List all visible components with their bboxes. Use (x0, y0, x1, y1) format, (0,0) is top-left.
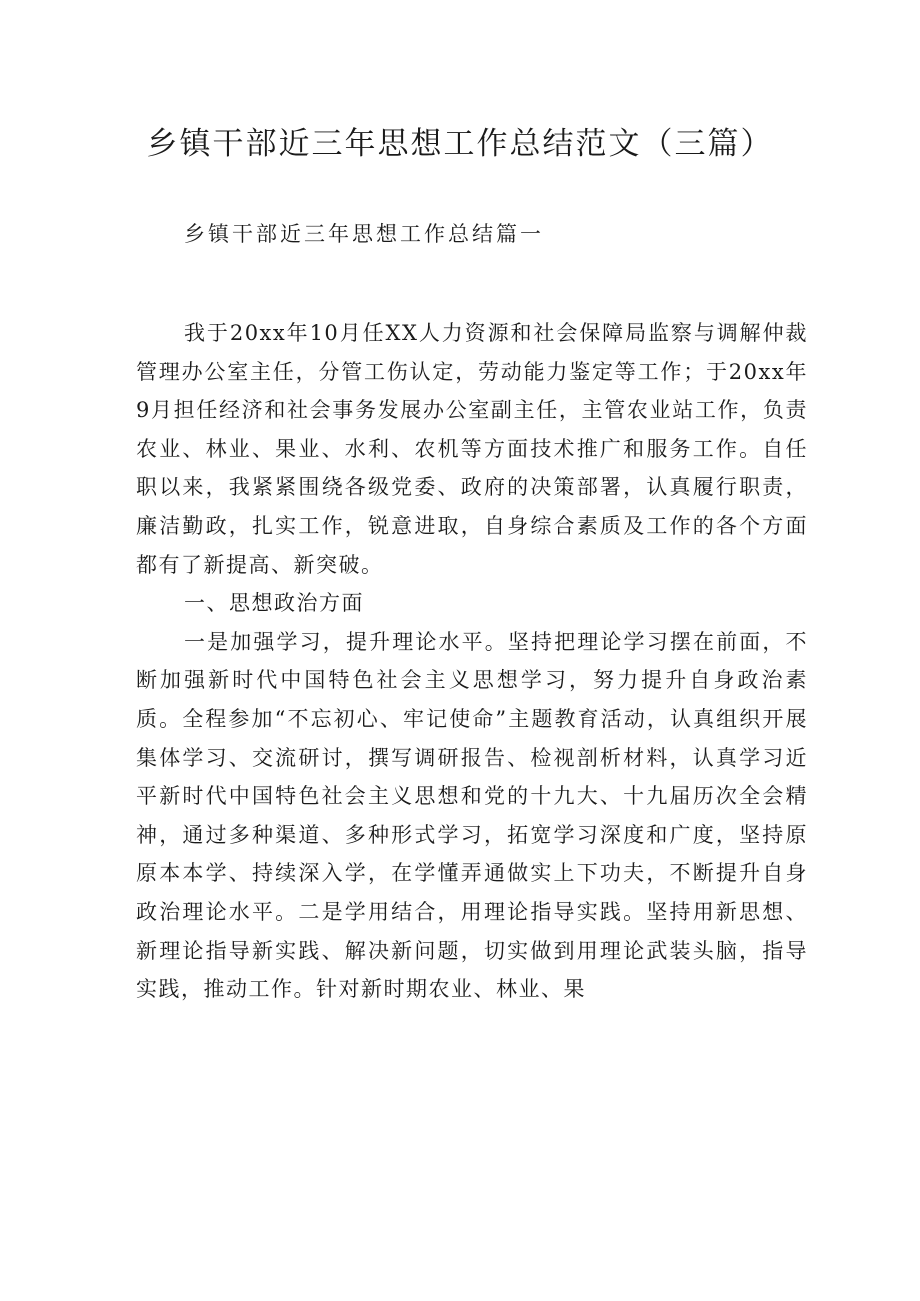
paragraph-intro: 我于20xx年10月任XX人力资源和社会保障局监察与调解仲裁管理办公室主任，分管工伤认定，劳动能力鉴定等工作；于20xx年9月担任经济和社会事务发展办公室副主任，主管农业站工作，负责农业、林业、果业、水利、农机等方面技术推广和服务工作。自任职以来，我紧紧围绕各级党委、政府的决策部署，认真履行职责，廉洁勤政，扎实工作，锐意进取，自身综合素质及工作的各个方面都有了新提高、新突破。 (136, 321, 808, 577)
section-heading-ideology: 一、思想政治方面 (184, 591, 364, 616)
paragraph-study: 一是加强学习，提升理论水平。坚持把理论学习摆在前面，不断加强新时代中国特色社会主义思想学习，努力提升自身政治素质。全程参加“不忘初心、牢记使命”主题教育活动，认真组织开展集体学习、交流研讨，撰写调研报告、检视剖析材料，认真学习近平新时代中国特色社会主义思想和党的十九大、十九届历次全会精神，通过多种渠道、多种形式学习，拓宽学习深度和广度，坚持原原本本学、持续深入学，在学懂弄通做实上下功夫，不断提升自身政治理论水平。二是学用结合，用理论指导实践。坚持用新思想、新理论指导新实践、解决新问题，切实做到用理论武装头脑，指导实践，推动工作。针对新时期农业、林业、果 (136, 629, 808, 1002)
document-title: 乡镇干部近三年思想工作总结范文（三篇） (146, 126, 774, 162)
document-body (136, 314, 808, 1009)
section-subtitle: 乡镇干部近三年思想工作总结篇一 (184, 222, 544, 246)
